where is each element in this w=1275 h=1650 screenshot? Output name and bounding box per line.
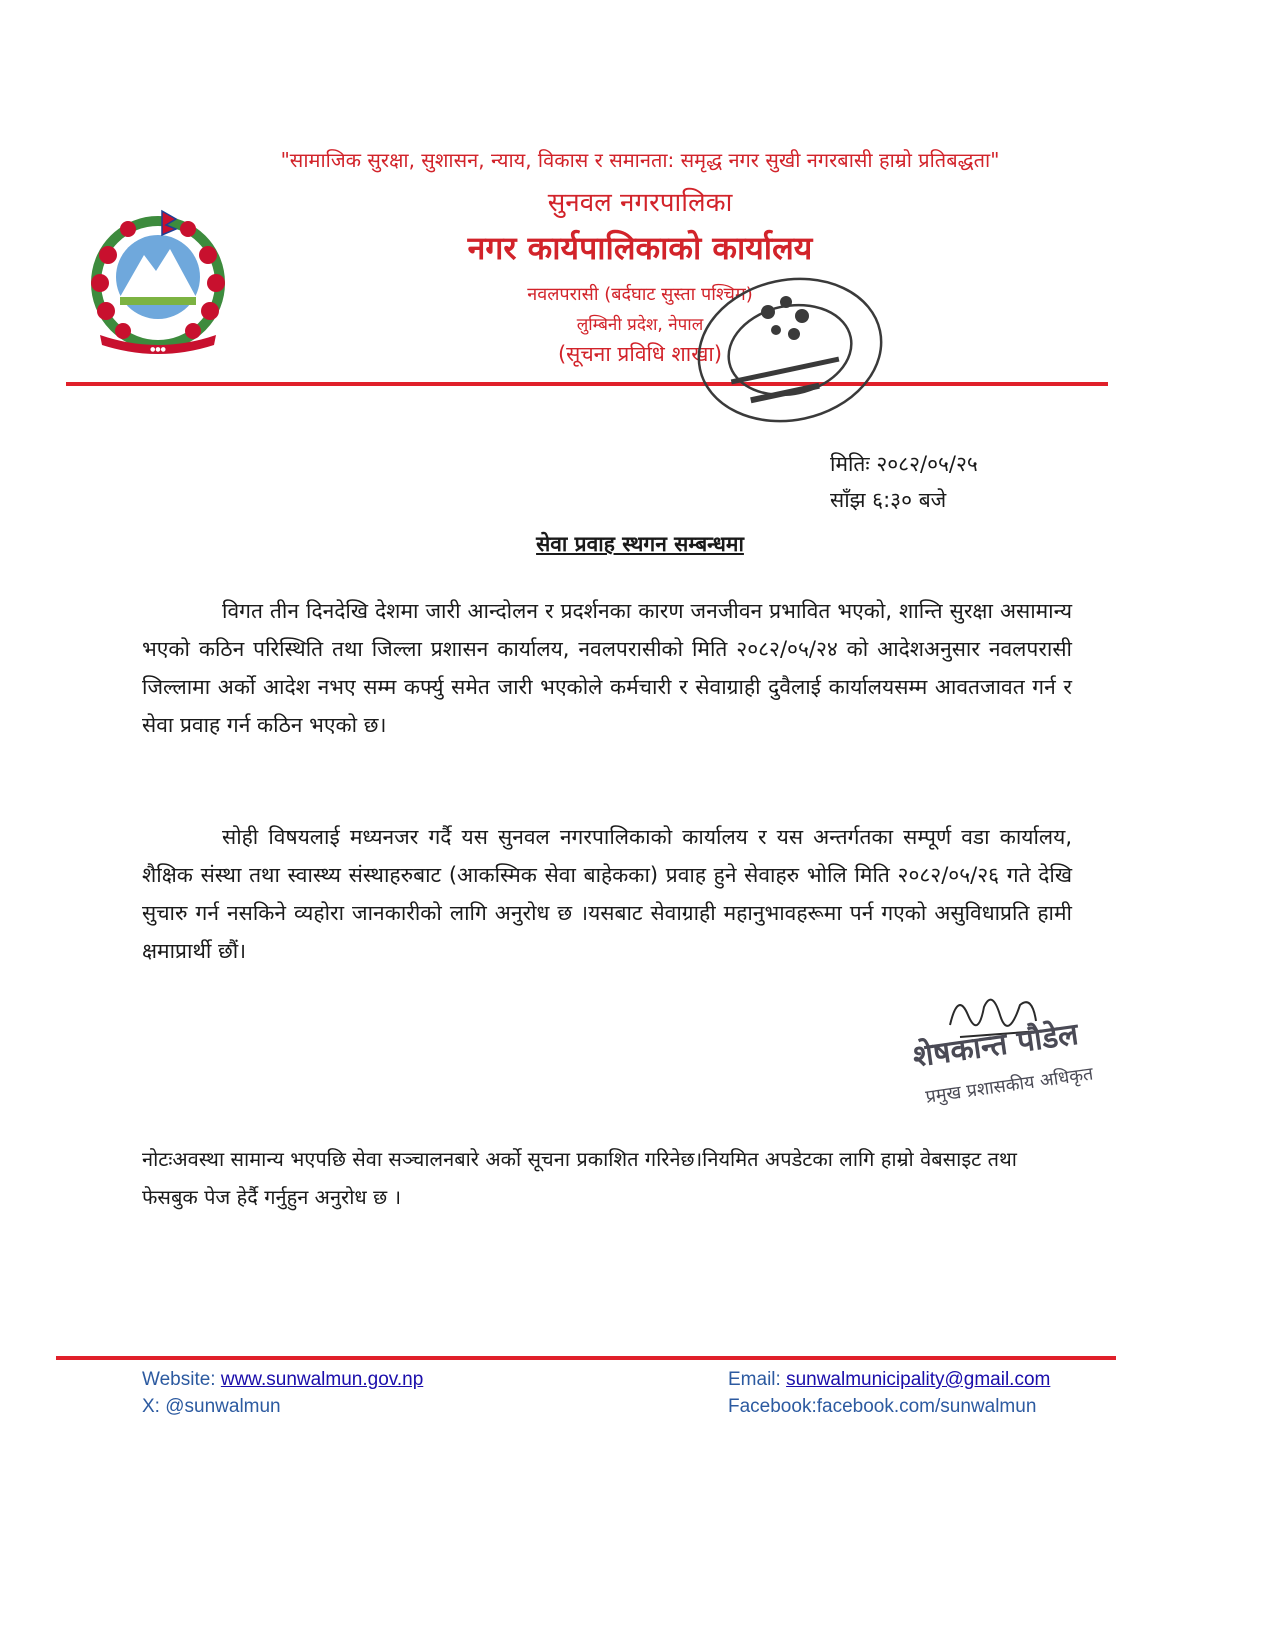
body-paragraph-1 (142, 592, 1072, 744)
footer-website (142, 1366, 423, 1393)
branch-name: (सूचना प्रविधि शाखा) (557, 342, 723, 366)
office-name: नगर कार्यपालिकाको कार्यालय (467, 229, 813, 267)
website-label: Website: (142, 1369, 221, 1390)
office-stamp-icon (690, 272, 890, 442)
notice-time: साँझ ६:३० बजे (830, 488, 947, 512)
signatory-name: शेषकान्त पौडेल (910, 1016, 1081, 1075)
footer-facebook: Facebook:facebook.com/sunwalmun (728, 1396, 1037, 1417)
notice-date: मितिः २०८२/०५/२५ (830, 452, 978, 476)
municipality-name: सुनवल नगरपालिका (547, 188, 733, 218)
footer-x-handle: X: @sunwalmun (142, 1396, 281, 1417)
signature-block (900, 985, 1160, 1135)
footer-divider (56, 1356, 1116, 1360)
body-paragraph-2-text: सोही विषयलाई मध्यनजर गर्दै यस सुनवल नगरपालिकाको कार्यालय र यस अन्तर्गतका सम्पूर्ण वडा कार्यालय, शैक्षिक संस्था तथा स्वास्थ्य संस्थाहरुबाट (आकस्मिक सेवा बाहेकका) प्रवाह हुने सेवाहरु भोलि मिति २०८२/०५/२६ गते देखि सुचारु गर्न नसकिने व्यहोरा जानकारीको लागि अनुरोध छ ।यसबाट सेवाग्राही महानुभावहरूमा पर्न गएको असुविधाप्रति हामी क्षमाप्रार्थी छौं। (142, 825, 1072, 963)
notice-note: नोटःअवस्था सामान्य भएपछि सेवा सञ्चालनबारे अर्को सूचना प्रकाशित गरिनेछ।नियमित अपडेटका लागि हाम्रो वेबसाइट तथा फेसबुक पेज हेर्दै गर्नुहुन अनुरोध छ । (142, 1147, 1017, 1209)
email-label: Email: (728, 1369, 787, 1390)
svg-text:●●●: ●●● (150, 346, 166, 353)
email-link[interactable]: sunwalmunicipality@gmail.com (786, 1369, 1051, 1390)
address-line-1: नवलपरासी (बर्दघाट सुस्ता पश्चिम) (527, 284, 753, 305)
body-paragraph-2 (142, 818, 1072, 970)
notice-subject: सेवा प्रवाह स्थगन सम्बन्धमा (536, 532, 744, 556)
signatory-title: प्रमुख प्रशासकीय अधिकृत (924, 1063, 1095, 1108)
body-paragraph-1-text: विगत तीन दिनदेखि देशमा जारी आन्दोलन र प्रदर्शनका कारण जनजीवन प्रभावित भएको, शान्ति सुरक्षा असामान्य भएको कठिन परिस्थिति तथा जिल्ला प्रशासन कार्यालय, नवलपरासीको मिति २०८२/०५/२४ को आदेशअनुसार नवलपरासी जिल्लामा अर्को आदेश नभए सम्म कर्फ्यु समेत जारी भएकोले कर्मचारी र सेवाग्राही दुवैलाई कार्यालयसम्म आवतजावत गर्न र सेवा प्रवाह गर्न कठिन भएको छ। (142, 599, 1072, 737)
motto: "सामाजिक सुरक्षा, सुशासन, न्याय, विकास र समानता: समृद्ध नगर सुखी नगरबासी हाम्रो प्रतिबद्धता" (280, 148, 1000, 172)
footer-email (728, 1366, 1050, 1393)
nepal-emblem-icon (78, 205, 238, 355)
address-line-2: लुम्बिनी प्रदेश, नेपाल (576, 315, 704, 335)
header-divider (66, 382, 1108, 386)
footer-right (728, 1366, 1050, 1420)
website-link[interactable]: www.sunwalmun.gov.np (220, 1369, 424, 1390)
footer-left (142, 1366, 423, 1420)
